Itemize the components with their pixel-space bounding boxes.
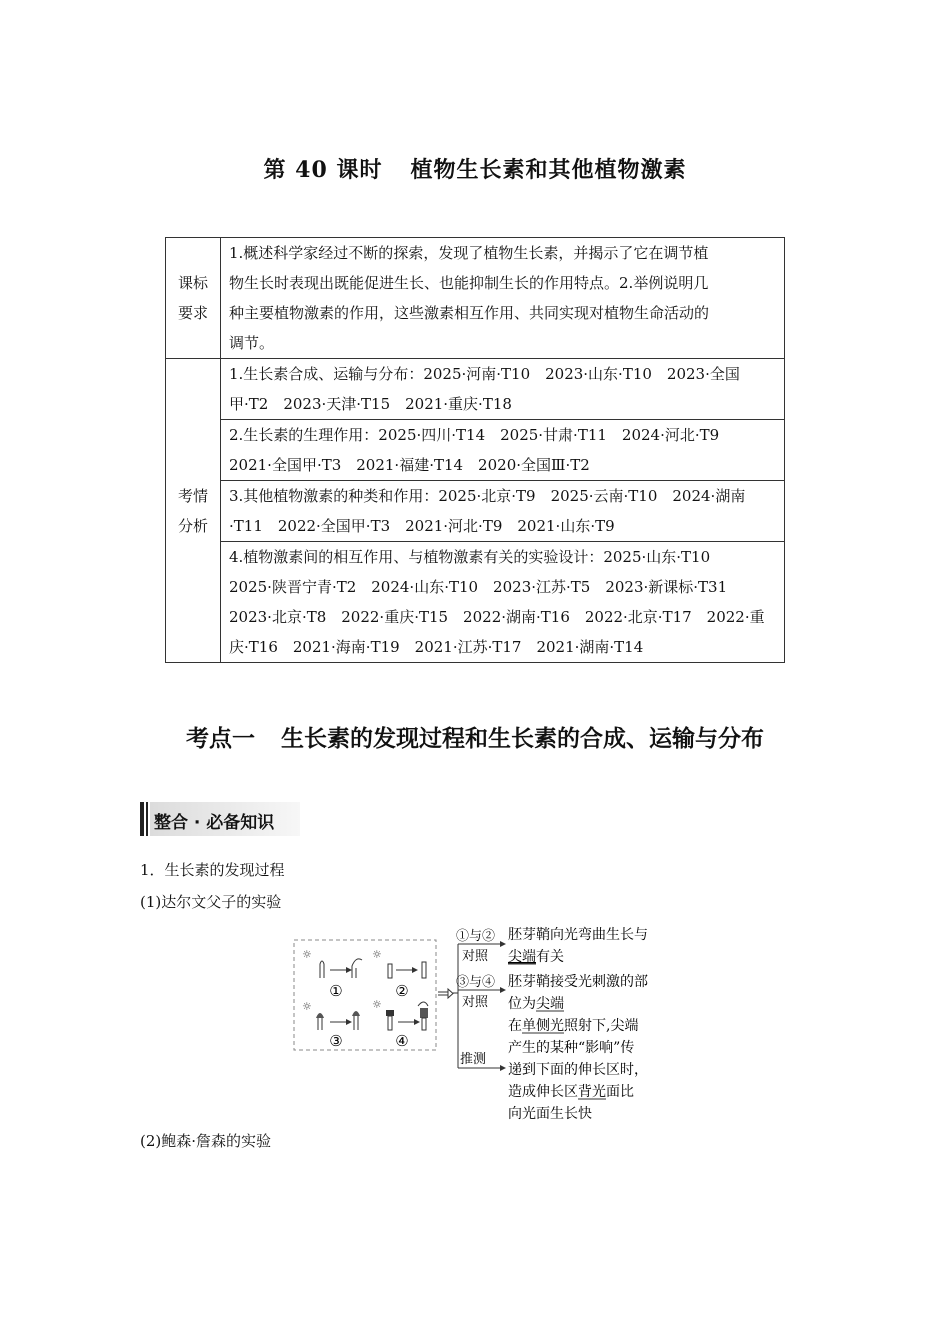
requirements-header-line1: 课标: [177, 274, 208, 292]
svg-text:☼: ☼: [372, 998, 382, 1011]
analysis-line: 4.植物激素间的相互作用、与植物激素有关的实验设计：2025·山东·T10: [229, 548, 711, 566]
branch-2-lead: 位为: [508, 996, 536, 1012]
lesson-number: 第 40 课时: [263, 157, 383, 183]
analysis-row: [166, 481, 785, 542]
badge-bar: [140, 802, 144, 836]
analysis-group-1: [221, 359, 785, 420]
branch-2-label-top: ③与④: [456, 975, 496, 990]
analysis-line: ·T11 2022·全国甲·T3 2021·河北·T9 2021·山东·T9: [229, 517, 615, 535]
requirements-header: [166, 238, 221, 359]
requirements-line: 物生长时表现出既能促进生长、也能抑制生长的作用特点。2.举例说明几: [229, 274, 709, 292]
branch-1-label-bottom: 对照: [462, 949, 489, 964]
experiment-3-illustration: [302, 1000, 360, 1030]
analysis-row: [166, 359, 785, 420]
branch-3-line1-tail: 照射下,尖端: [564, 1018, 639, 1034]
badge-label: 整合 · 必备知识: [154, 813, 275, 833]
requirements-line: 种主要植物激素的作用，这些激素相互作用、共同实现对植物生命活动的: [229, 304, 710, 322]
curriculum-table: [165, 237, 785, 663]
svg-text:☼: ☼: [302, 1000, 312, 1013]
branch-3-line1-lead: 在: [508, 1018, 522, 1034]
branch-1-text-line1: 胚芽鞘向光弯曲生长与: [508, 927, 648, 943]
branch-3-label: 推测: [460, 1052, 487, 1067]
requirements-line: 1.概述科学家经过不断的探索，发现了植物生长素，并揭示了它在调节植: [229, 244, 709, 262]
branch-3-line2: 产生的某种“影响”传: [508, 1040, 635, 1056]
analysis-line: 2.生长素的生理作用：2025·四川·T14 2025·甘肃·T11 2024·河北·T9: [229, 426, 720, 444]
branch-1-text-line2: [508, 948, 564, 965]
experiment-2-illustration: [372, 948, 426, 978]
branch-1-tail: 有关: [536, 949, 564, 965]
analysis-line: 2023·北京·T8 2022·重庆·T15 2022·湖南·T16 2022·北京·T17 2022·重: [229, 608, 765, 626]
experiment-1-illustration: [302, 948, 362, 978]
branch-2-keyword: 尖端: [536, 996, 564, 1012]
branch-3-line3: 递到下面的伸长区时，: [508, 1062, 648, 1078]
branch-2-text-line1: 胚芽鞘接受光刺激的部: [508, 974, 648, 990]
svg-text:☼: ☼: [302, 948, 312, 961]
branch-3-line4-tail: 面比: [606, 1084, 634, 1100]
analysis-header: [166, 359, 221, 663]
experiment-label-4: ④: [395, 1032, 409, 1050]
analysis-row: [166, 420, 785, 481]
paragraph-heading: 1．生长素的发现过程: [140, 861, 285, 879]
analysis-line: 2021·全国甲·T3 2021·福建·T14 2020·全国Ⅲ·T2: [229, 456, 590, 474]
branch-3-line1-keyword: 单侧光: [522, 1018, 564, 1034]
analysis-line: 3.其他植物激素的种类和作用：2025·北京·T9 2025·云南·T10 2024·湖南: [229, 487, 746, 505]
branch-3-line4-keyword: 背光: [578, 1084, 606, 1100]
badge-bar: [146, 802, 148, 836]
experiment-box: [294, 940, 436, 1050]
paragraph-subheading: (2)鲍森·詹森的实验: [140, 1132, 272, 1150]
requirements-header-line2: 要求: [177, 304, 208, 322]
branch-2-label-bottom: 对照: [462, 995, 489, 1010]
analysis-group-4: [221, 542, 785, 663]
section-title: 生长素的发现过程和生长素的合成、运输与分布: [281, 725, 764, 752]
lesson-topic: 植物生长素和其他植物激素: [410, 157, 687, 183]
branch-1-keyword: 尖端: [508, 949, 536, 965]
section-number: 考点一: [186, 725, 255, 752]
experiment-label-2: ②: [395, 982, 409, 1000]
paragraph-subheading: (1)达尔文父子的实验: [140, 893, 282, 911]
lesson-title: [0, 153, 950, 184]
analysis-row: [166, 542, 785, 663]
experiment-label-1: ①: [329, 982, 343, 1000]
analysis-header-line1: 考情: [177, 486, 208, 505]
requirements-content: [221, 238, 785, 359]
branch-3-line4-lead: 造成伸长区: [508, 1084, 578, 1100]
experiment-label-3: ③: [329, 1032, 343, 1050]
requirements-row: [166, 238, 785, 359]
branch-3-line4: [508, 1083, 634, 1100]
branch-1-label-top: ①与②: [456, 929, 496, 944]
analysis-group-3: [221, 481, 785, 542]
analysis-line: 1.生长素合成、运输与分布：2025·河南·T10 2023·山东·T10 2023·全国: [229, 365, 740, 383]
branch-3-line5: 向光面生长快: [508, 1106, 592, 1122]
experiment-4-illustration: [372, 998, 428, 1030]
requirements-line: 调节。: [229, 334, 275, 352]
analysis-line: 庆·T16 2021·海南·T19 2021·江苏·T17 2021·湖南·T14: [229, 638, 644, 656]
analysis-group-2: [221, 420, 785, 481]
branch-3-line1: [508, 1017, 638, 1034]
analysis-line: 2025·陕晋宁青·T2 2024·山东·T10 2023·江苏·T5 2023·新课标·T31: [229, 578, 728, 596]
svg-text:☼: ☼: [372, 948, 382, 961]
darwin-experiment-figure: [290, 922, 670, 1122]
analysis-header-line2: 分析: [177, 516, 208, 535]
result-arrow-icon: [438, 989, 453, 998]
analysis-line: 甲·T2 2023·天津·T15 2021·重庆·T18: [229, 395, 512, 413]
knowledge-badge: [140, 800, 300, 838]
branch-2-text-line2: [508, 995, 564, 1012]
section-heading: [0, 720, 950, 753]
